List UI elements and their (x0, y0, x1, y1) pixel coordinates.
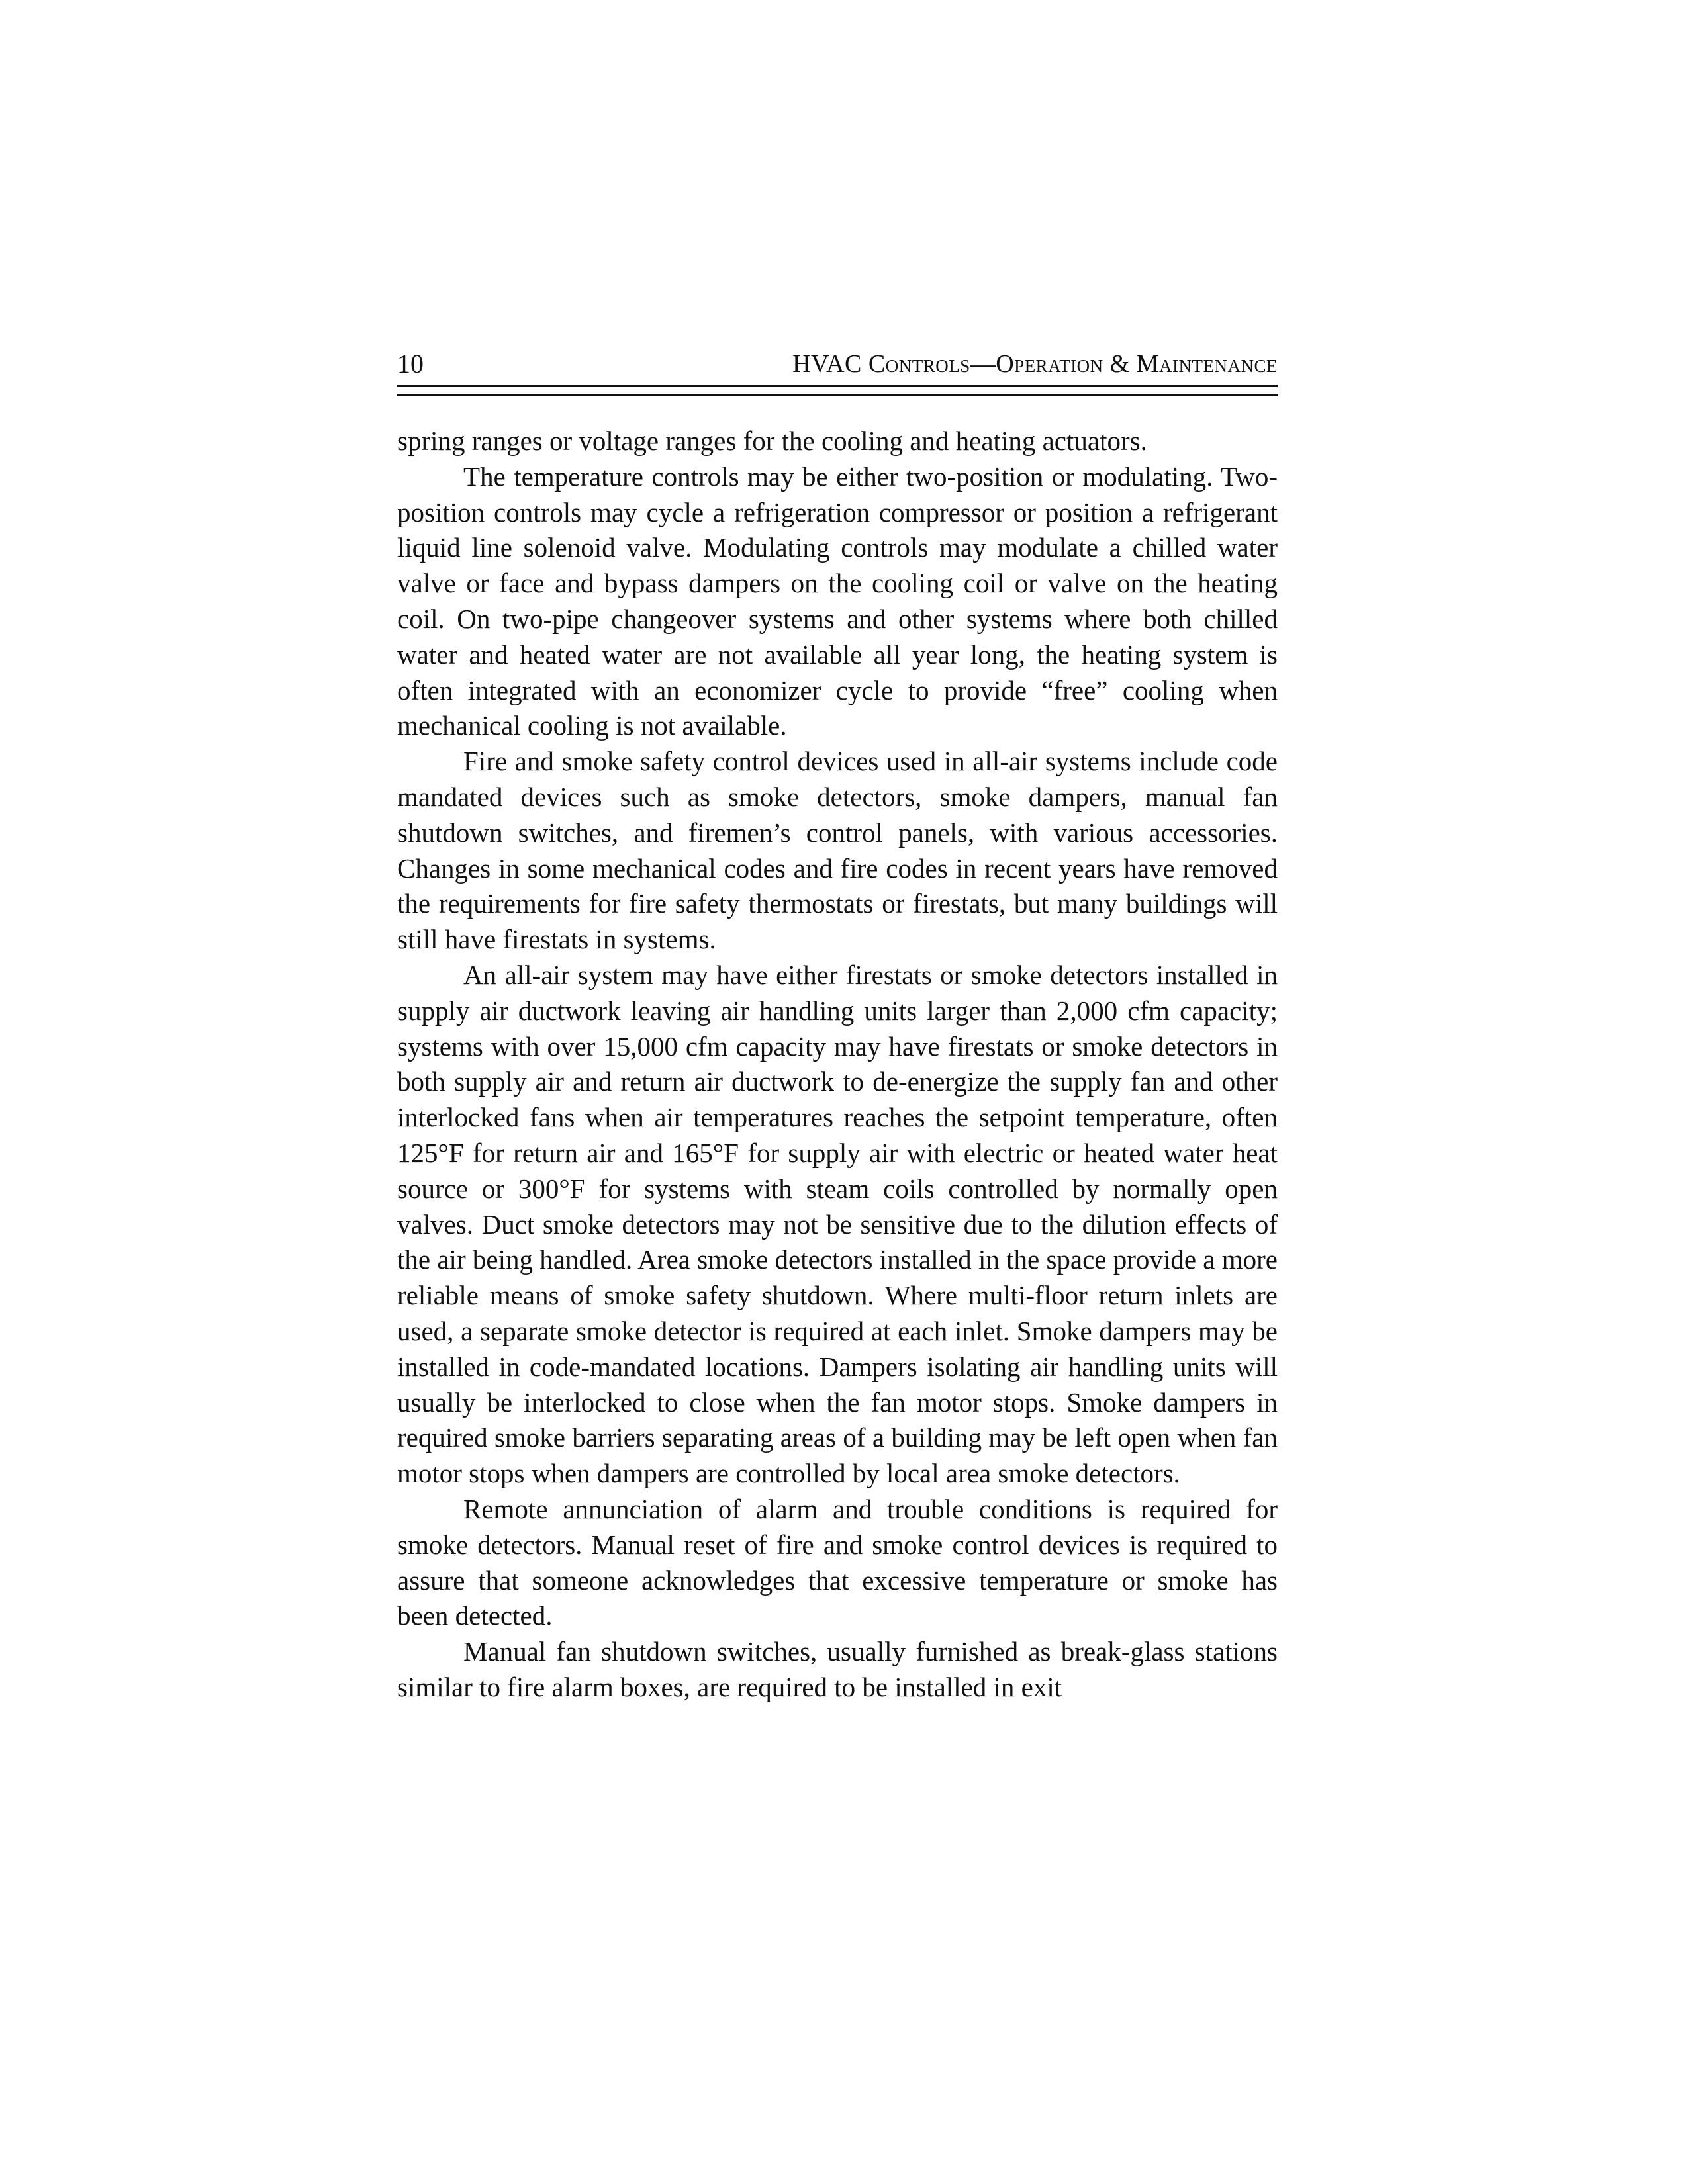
body-text (397, 424, 1278, 1706)
paragraph-manual-fan-shutdown: Manual fan shutdown switches, usually furnished as break-glass stations similar to fire alarm boxes, are required to be installed in exit (397, 1636, 1278, 1702)
paragraph-remote-annunciation: Remote annunciation of alarm and trouble conditions is required for smoke detectors. Manual reset of fire and smoke control devices is required to assure that someone acknowledges that excessive temperature or smoke has been detected. (397, 1493, 1278, 1631)
page-header (397, 344, 1278, 390)
header-rule-thick (397, 385, 1278, 387)
paragraph-continued: spring ranges or voltage ranges for the cooling and heating actuators. (397, 426, 1147, 456)
paragraph-temperature-controls: The temperature controls may be either two-position or modulating. Two-position controls may cycle a refrigeration compressor or position a refrigerant liquid line solenoid valve. Modulating controls may modulate a chilled water valve or face and bypass dampers on the cooling coil or valve on the heating coil. On two-pipe changeover systems and other systems where both chilled water and heated water are not available all year long, the heating system is often integrated with an economizer cycle to provide “free” cooling when mechanical cooling is not available. (397, 461, 1278, 741)
running-head: HVAC Controls—Operation & Maintenance (792, 350, 1278, 378)
paragraph-fire-smoke-devices: Fire and smoke safety control devices used in all-air systems include code mandated devices such as smoke detectors, smoke dampers, manual fan shutdown switches, and firemen’s control panels, with various accessories. Changes in some mechanical codes and fire codes in recent years have removed the requirements for fire safety thermostats or firestats, but many buildings will still have firestats in systems. (397, 746, 1278, 955)
header-rule-thin (397, 394, 1278, 396)
page-number: 10 (397, 349, 424, 379)
paragraph-all-air-system: An all-air system may have either firestats or smoke detectors installed in supply air ductwork leaving air handling units larger than 2,000 cfm capacity; systems with over 15,000 cfm capacity may have firestats or smoke detectors in both supply air and return air ductwork to de-energize the supply fan and other interlocked fans when air temperatures reaches the setpoint temperature, often 125°F for return air and 165°F for supply air with electric or heated water heat source or 300°F for systems with steam coils controlled by normally open valves. Duct smoke detectors may not be sensitive due to the dilution effects of the air being handled. Area smoke detectors installed in the space provide a more reliable means of smoke safety shutdown. Where multi-floor return inlets are used, a separate smoke detector is required at each inlet. Smoke dampers may be installed in code-mandated locations. Dampers isolating air handling units will usually be interlocked to close when the fan motor stops. Smoke dampers in required smoke barriers separating areas of a building may be left open when fan motor stops when dampers are controlled by local area smoke detectors. (397, 959, 1278, 1489)
